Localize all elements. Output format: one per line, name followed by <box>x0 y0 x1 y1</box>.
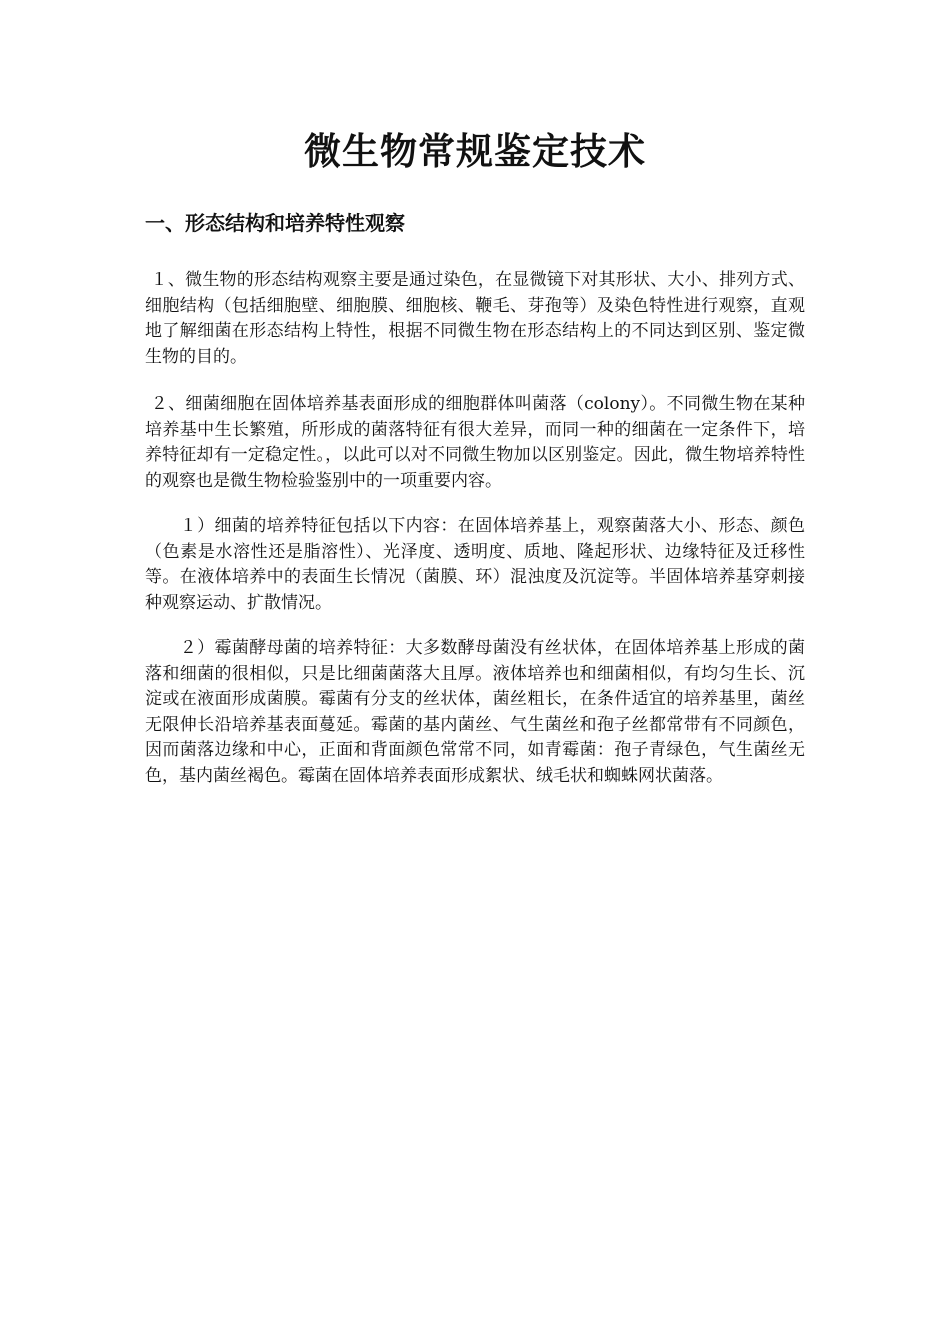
paragraph-2: ２、细菌细胞在固体培养基表面形成的细胞群体叫菌落（colony）。不同微生物在某种培养基中生长繁殖，所形成的菌落特征有很大差异，而同一种的细菌在一定条件下，培养特征却有一定稳定性。，以此可以对不同微生物加以区别鉴定。因此，微生物培养特性的观察也是微生物检验鉴别中的一项重要内容。 <box>145 394 806 491</box>
section-heading: 一、形态结构和培养特性观察 <box>145 211 405 235</box>
paragraph-1: １、微生物的形态结构观察主要是通过染色，在显微镜下对其形状、大小、排列方式、细胞结构（包括细胞壁、细胞膜、细胞核、鞭毛、芽孢等）及染色特性进行观察，直观地了解细菌在形态结构上特性，根据不同微生物在形态结构上的不同达到区别、鉴定微生物的目的。 <box>145 270 806 367</box>
paragraph-4: ２）霉菌酵母菌的培养特征：大多数酵母菌没有丝状体，在固体培养基上形成的菌落和细菌的很相似，只是比细菌菌落大且厚。液体培养也和细菌相似，有均匀生长、沉淀或在液面形成菌膜。霉菌有分支的丝状体，菌丝粗长，在条件适宜的培养基里，菌丝无限伸长沿培养基表面蔓延。霉菌的基内菌丝、气生菌丝和孢子丝都常带有不同颜色，因而菌落边缘和中心，正面和背面颜色常常不同，如青霉菌：孢子青绿色，气生菌丝无色，基内菌丝褐色。霉菌在固体培养表面形成絮状、绒毛状和蜘蛛网状菌落。 <box>145 638 805 786</box>
document-title: 微生物常规鉴定技术 <box>304 130 646 173</box>
paragraph-3: １）细菌的培养特征包括以下内容：在固体培养基上，观察菌落大小、形态、颜色（色素是水溶性还是脂溶性）、光泽度、透明度、质地、隆起形状、边缘特征及迁移性等。在液体培养中的表面生长情况（菌膜、环）混浊度及沉淀等。半固体培养基穿刺接种观察运动、扩散情况。 <box>145 516 805 613</box>
